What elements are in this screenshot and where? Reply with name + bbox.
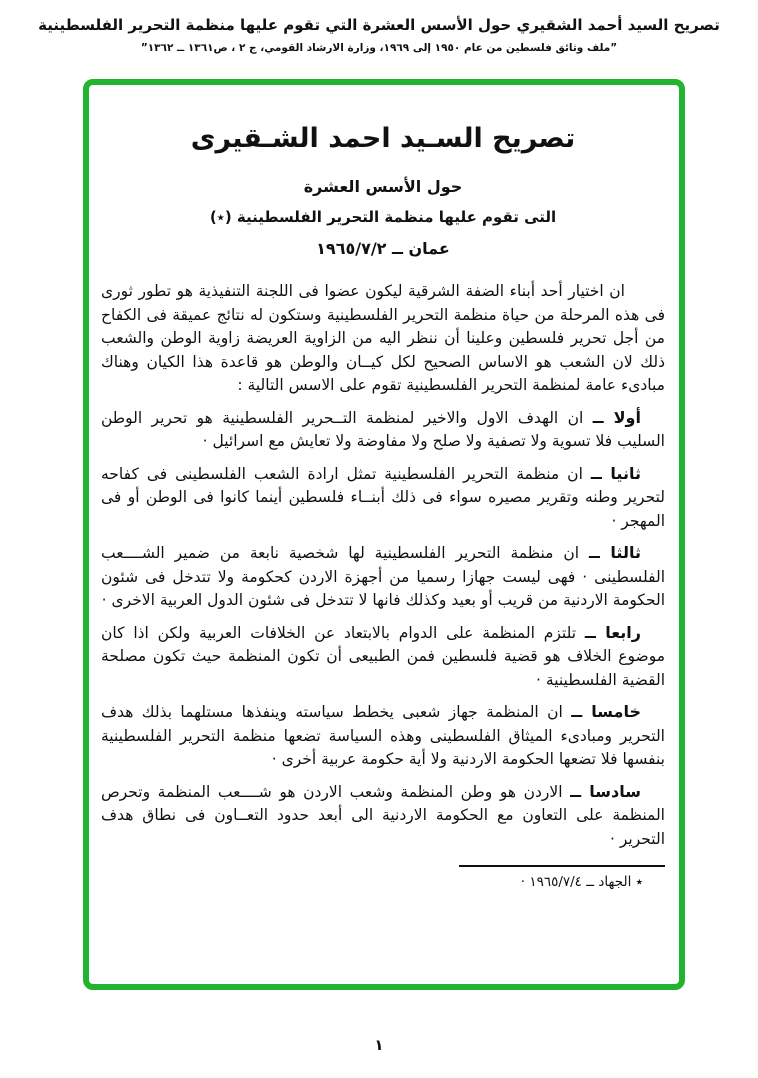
clause-first-label: أولا ــ [592, 407, 641, 427]
clause-third [101, 541, 665, 613]
clause-third-label: ثالثا ــ [588, 543, 641, 562]
clause-sixth [101, 780, 665, 852]
clause-second-text: ان منظمة التحرير الفلسطينية تمثل ارادة الشعب الفلسطينى فى كفاحه لتحرير وطنه وتقرير مصيره سواء فى ذلك أبنــاء فلسطين أينما كانوا فى الوطن أو فى المهجر · [101, 464, 665, 530]
document-subtitle: حول الأسس العشرة [303, 177, 463, 196]
page-number: ١ [374, 1036, 384, 1054]
clause-sixth-text: الاردن هو وطن المنظمة وشعب الاردن هو شــــعب المنظمة وتحرص المنظمة على التعاون مع الحكومة الاردنية الى أبعد حدود التعــاون فى نطاق هدف التحرير · [101, 782, 665, 848]
clause-first [101, 406, 665, 454]
document-title: تصريح السـيد احمد الشـقيرى [190, 123, 576, 154]
header-source-citation: ”ملف وثائق فلسطين من عام ١٩٥٠ إلى ١٩٦٩، وزارة الارشاد القومي، ج ٢ ، ص١٣٦١ ــ ١٣٦٢” [140, 42, 618, 54]
clause-fourth-label: رابعا ــ [584, 622, 641, 642]
clause-second [101, 462, 665, 534]
clause-third-text: ان منظمة التحرير الفلسطينية لها شخصية نابعة من ضمير الشــــعب الفلسطينى · فهى ليست جهازا رسميا من أجهزة الاردن كحكومة ولا تتدخل فى شئون الحكومة الاردنية من قريب أو بعيد وكذلك فانها لا تتدخل فى شئون الدول العربية الاخرى · [101, 544, 665, 609]
document-body [101, 280, 665, 851]
clause-fifth-label: خامسا ــ [571, 702, 641, 721]
clause-second-label: ثانيا ــ [590, 463, 641, 483]
header-title: تصريح السيد أحمد الشقيري حول الأسس العشرة التي تقوم عليها منظمة التحرير الفلسطينية [38, 16, 720, 34]
footnote-divider [459, 865, 665, 867]
clause-fifth [101, 700, 665, 772]
clause-fourth-text: تلتزم المنظمة على الدوام بالابتعاد عن الخلافات العربية ولكن اذا كان موضوع الخلاف هو قضية فلسطين فمن الطبيعى أن تكون المنظمة حيث تكون مصلحة القضية الفلسطينية · [101, 623, 665, 689]
footnote: ٭ الجهاد ــ ١٩٦٥/٧/٤ · [520, 874, 643, 890]
intro-paragraph: ان اختيار أحد أبناء الضفة الشرقية ليكون عضوا فى اللجنة التنفيذية هو تطور ثورى فى هذه المرحلة من حياة منظمة التحرير الفلسطينية وستكون له نتائج عميقة فى الكفاح من أجل تحرير فلسطين وعلينا أن ننظر اليه من الزاوية العريضة زاوية الوطن والشعب ذلك لان الشعب هو الاساس الصحيح لكل كيــان والوطن هو قاعدة هذا الكيان وهناك مبادىء عامة لمنظمة التحرير الفلسطينية تقوم على الاسس التالية : [101, 282, 665, 394]
clause-first-text: ان الهدف الاول والاخير لمنظمة التــحرير الفلسطينية هو تحرير الوطن السليب فلا تسوية ولا تصفية ولا صلح ولا مفاوضة ولا تعايش مع اسرائيل · [101, 408, 665, 450]
page-header [0, 16, 758, 54]
document-subtitle-2: التى تقوم عليها منظمة التحرير الفلسطينية (٭) [209, 208, 557, 226]
document-dateline: عمان ــ ١٩٦٥/٧/٢ [316, 239, 450, 258]
document-frame [83, 79, 685, 990]
clause-sixth-label: سادسا ــ [570, 781, 641, 801]
clause-fourth [101, 621, 665, 693]
clause-fifth-text: ان المنظمة جهاز شعبى يخطط سياسته وينفذها مستلهما بذلك هدف التحرير ومبادىء الميثاق الفلسطينى وهذه السياسة تضعها منظمة التحرير الفلسطينية بنفسها فلا تضعها الحكومة الاردنية ولا أية حكومة عربية أخرى · [101, 703, 665, 768]
